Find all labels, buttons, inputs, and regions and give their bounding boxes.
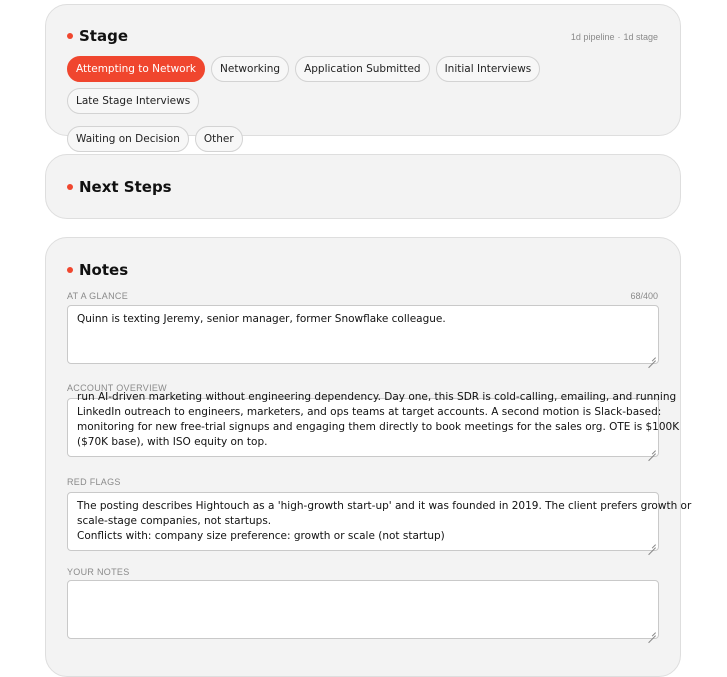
- chip-other[interactable]: Other: [195, 126, 243, 152]
- notes-title: [67, 261, 128, 279]
- account-overview-line: monitoring for new free-trial signups and engaging them directly to book meetings for the sales org. OTE is $100K: [77, 421, 680, 433]
- bullet-dot-icon: [67, 267, 73, 273]
- account-overview-line: LinkedIn outreach to engineers, marketers, and ops teams at target accounts. A second motion is Slack-based:: [77, 406, 662, 418]
- stage-chip-group: [67, 56, 667, 152]
- stage-meta: 1d pipeline · 1d stage: [570, 32, 658, 42]
- resize-handle-icon[interactable]: [648, 540, 656, 548]
- chip-initial-interviews[interactable]: Initial Interviews: [436, 56, 541, 82]
- red-flags-line: Conflicts with: company size preference: growth or scale (not startup): [77, 530, 445, 542]
- at-a-glance-counter: 68/400: [630, 291, 658, 301]
- chip-application-submitted[interactable]: Application Submitted: [295, 56, 430, 82]
- account-overview-line: ($70K base), with ISO equity on top.: [77, 436, 268, 448]
- chip-networking[interactable]: Networking: [211, 56, 289, 82]
- next-steps-card[interactable]: [45, 154, 681, 219]
- chip-attempting-to-network[interactable]: Attempting to Network: [67, 56, 205, 82]
- red-flags-textarea[interactable]: [67, 492, 692, 551]
- notes-title-text: Notes: [79, 261, 129, 279]
- your-notes-textarea[interactable]: [67, 580, 659, 639]
- chip-late-stage-interviews[interactable]: Late Stage Interviews: [67, 88, 199, 114]
- at-a-glance-value: Quinn is texting Jeremy, senior manager, former Snowflake colleague.: [77, 313, 446, 325]
- stage-duration: 1d stage: [623, 32, 658, 42]
- red-flags-line: The posting describes Hightouch as a 'high-growth start-up' and it was founded in 2019. The client prefers growth or: [77, 500, 692, 512]
- stage-title-text: Stage: [79, 27, 129, 45]
- at-a-glance-label: AT A GLANCE: [67, 291, 128, 301]
- red-flags-line: scale-stage companies, not startups.: [77, 515, 272, 527]
- notes-card: [45, 237, 692, 677]
- your-notes-label: YOUR NOTES: [67, 567, 130, 577]
- bullet-dot-icon: [67, 33, 73, 39]
- stage-card: [45, 4, 681, 145]
- resize-handle-icon[interactable]: [648, 628, 656, 636]
- at-a-glance-textarea[interactable]: [67, 305, 659, 364]
- next-steps-title: [67, 178, 172, 196]
- account-overview-line: run AI-driven marketing without engineering dependency. Day one, this SDR is cold-calling, emailing, and running: [77, 391, 677, 403]
- pipeline-duration: 1d pipeline: [570, 32, 615, 42]
- account-overview-label: ACCOUNT OVERVIEW: [67, 383, 167, 393]
- resize-handle-icon[interactable]: [648, 446, 656, 454]
- resize-handle-icon[interactable]: [648, 353, 656, 361]
- bullet-dot-icon: [67, 184, 73, 190]
- chip-waiting-on-decision[interactable]: Waiting on Decision: [67, 126, 189, 152]
- next-steps-title-text: Next Steps: [79, 178, 172, 196]
- red-flags-label: RED FLAGS: [67, 477, 121, 487]
- account-overview-textarea[interactable]: [67, 391, 680, 457]
- stage-title: [67, 27, 128, 45]
